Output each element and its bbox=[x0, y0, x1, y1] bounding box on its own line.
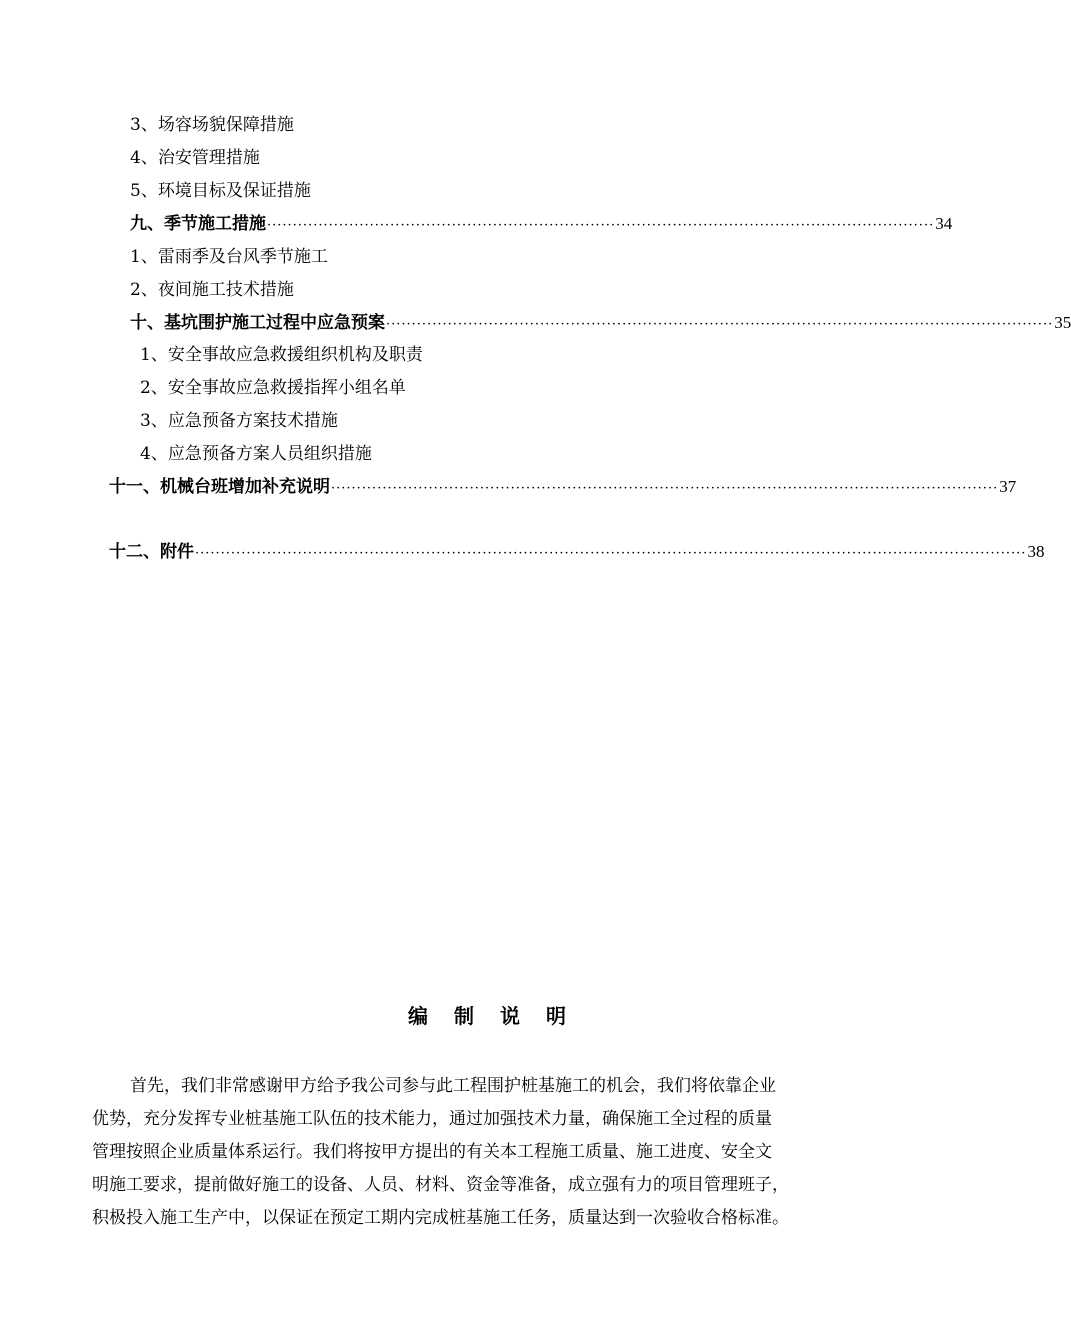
toc-section-11 bbox=[109, 476, 1017, 500]
paragraph-line: 管理按照企业质量体系运行。我们将按甲方提出的有关本工程施工质量、施工进度、安全文 bbox=[92, 1142, 772, 1162]
paragraph-line: 优势，充分发挥专业桩基施工队伍的技术能力，通过加强技术力量，确保施工全过程的质量 bbox=[92, 1109, 772, 1129]
toc-section-9 bbox=[130, 213, 953, 237]
toc-leader-dots: ·································································································································· bbox=[386, 317, 1054, 332]
toc-page-number: 38 bbox=[1027, 542, 1045, 561]
toc-section-10 bbox=[130, 312, 1071, 336]
paragraph-line: 积极投入施工生产中，以保证在预定工期内完成桩基施工任务，质量达到一次验收合格标准。 bbox=[92, 1208, 789, 1228]
toc-section-label: 九、季节施工措施 bbox=[130, 214, 266, 234]
toc-item: 5、环境目标及保证措施 bbox=[130, 181, 311, 201]
toc-item: 2、夜间施工技术措施 bbox=[130, 280, 294, 300]
toc-item: 3、场容场貌保障措施 bbox=[130, 115, 294, 135]
toc-page-number: 37 bbox=[999, 477, 1017, 496]
paragraph-line: 首先，我们非常感谢甲方给予我公司参与此工程围护桩基施工的机会，我们将依靠企业 bbox=[130, 1076, 776, 1096]
toc-page-number: 34 bbox=[935, 214, 953, 233]
intro-paragraph bbox=[92, 1070, 874, 1235]
toc-item: 2、安全事故应急救援指挥小组名单 bbox=[140, 378, 406, 398]
page-title: 编制说明 bbox=[408, 1004, 592, 1028]
toc-item: 4、治安管理措施 bbox=[130, 148, 260, 168]
paragraph-line: 明施工要求，提前做好施工的设备、人员、材料、资金等准备，成立强有力的项目管理班子， bbox=[92, 1175, 789, 1195]
toc-section-label: 十一、机械台班增加补充说明 bbox=[109, 477, 330, 497]
toc-leader-dots: ·································································································································· bbox=[331, 481, 999, 496]
toc-leader-dots: ·································································································································································· bbox=[195, 546, 1027, 561]
toc-section-label: 十二、附件 bbox=[109, 542, 194, 562]
toc-item: 1、雷雨季及台风季节施工 bbox=[130, 247, 328, 267]
toc-leader-dots: ·································································································································· bbox=[267, 218, 935, 233]
toc-item: 1、安全事故应急救援组织机构及职责 bbox=[140, 345, 423, 365]
toc-item: 3、应急预备方案技术措施 bbox=[140, 411, 338, 431]
toc-item: 4、应急预备方案人员组织措施 bbox=[140, 444, 372, 464]
toc-section-12 bbox=[109, 541, 1045, 565]
toc-page-number: 35 bbox=[1054, 313, 1071, 332]
toc-section-label: 十、基坑围护施工过程中应急预案 bbox=[130, 313, 385, 333]
